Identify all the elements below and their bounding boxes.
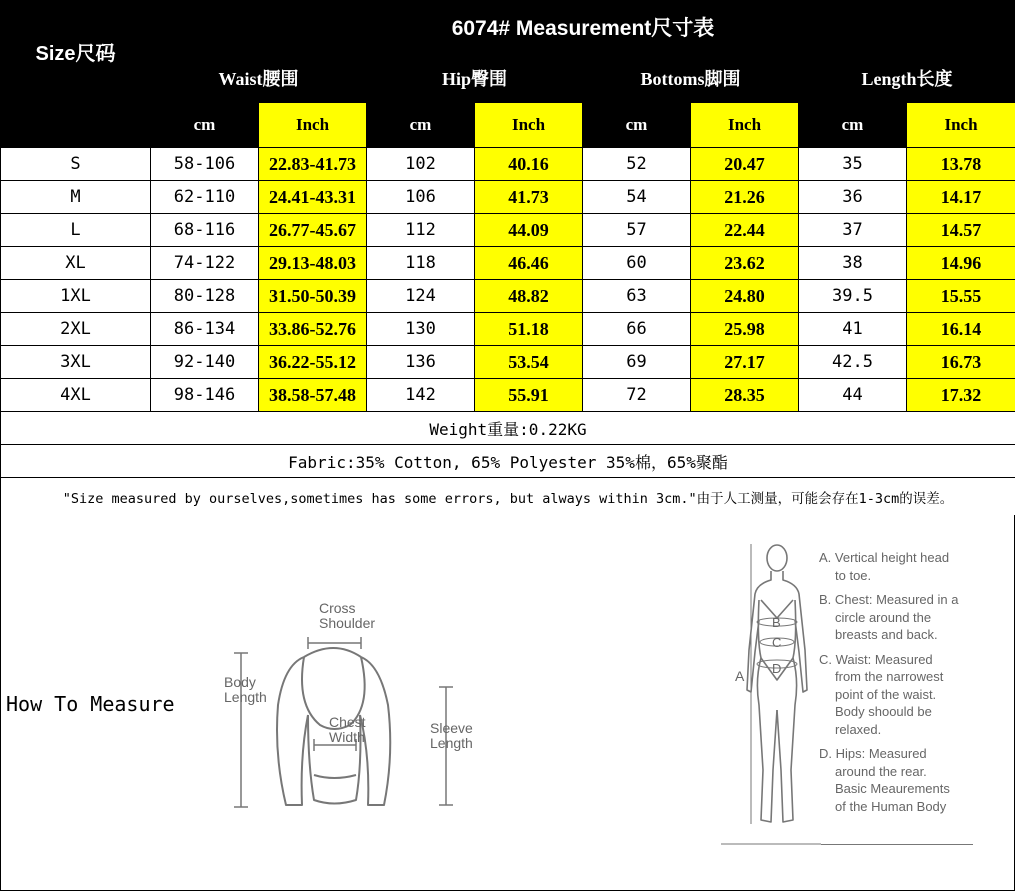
table-row xyxy=(1,247,1015,280)
inch-cell: 13.78 xyxy=(907,148,1015,181)
inch-cell: 16.14 xyxy=(907,313,1015,346)
table-row xyxy=(1,346,1015,379)
cm-cell: 106 xyxy=(367,181,475,214)
legend-item xyxy=(819,591,958,644)
unit-inch: Inch xyxy=(907,103,1015,148)
cm-cell: 98-146 xyxy=(151,379,259,412)
inch-cell: 24.80 xyxy=(691,280,799,313)
how-to-measure-section xyxy=(0,515,1015,891)
cm-cell: 112 xyxy=(367,214,475,247)
cm-cell: 130 xyxy=(367,313,475,346)
cross-shoulder-label-1: Cross xyxy=(319,600,356,616)
cm-cell: 63 xyxy=(583,280,691,313)
legend-line: point of the waist. xyxy=(835,686,937,702)
cm-cell: 92-140 xyxy=(151,346,259,379)
legend-item xyxy=(819,651,958,739)
inch-cell: 44.09 xyxy=(475,214,583,247)
body-letter-a: A xyxy=(735,668,745,684)
size-cell: 2XL xyxy=(1,313,151,346)
inch-cell: 26.77-45.67 xyxy=(259,214,367,247)
table-row xyxy=(1,181,1015,214)
unit-cm: cm xyxy=(367,103,475,148)
inch-cell: 14.96 xyxy=(907,247,1015,280)
legend-line: Basic Meaurements xyxy=(835,781,950,796)
cm-cell: 60 xyxy=(583,247,691,280)
body-diagram xyxy=(721,540,821,850)
inch-cell: 21.26 xyxy=(691,181,799,214)
table-row xyxy=(1,214,1015,247)
cm-cell: 58-106 xyxy=(151,148,259,181)
legend-line: Body shoould be xyxy=(835,704,932,719)
sleeve-length-label-2: Length xyxy=(430,735,473,751)
legend-label: C. Waist: Measured xyxy=(819,651,933,667)
unit-cm: cm xyxy=(583,103,691,148)
size-cell: M xyxy=(1,181,151,214)
size-cell: XL xyxy=(1,247,151,280)
cm-cell: 69 xyxy=(583,346,691,379)
cm-cell: 54 xyxy=(583,181,691,214)
cm-cell: 86-134 xyxy=(151,313,259,346)
size-header: Size尺码 xyxy=(1,1,151,103)
inch-cell: 20.47 xyxy=(691,148,799,181)
inch-cell: 29.13-48.03 xyxy=(259,247,367,280)
table-row xyxy=(1,280,1015,313)
cm-cell: 74-122 xyxy=(151,247,259,280)
weight-row: Weight重量:0.22KG xyxy=(1,412,1015,445)
legend-line: of the Human Body xyxy=(835,798,947,814)
legend-line: around the rear. xyxy=(835,763,927,779)
inch-cell: 53.54 xyxy=(475,346,583,379)
size-cell: 3XL xyxy=(1,346,151,379)
inch-cell: 38.58-57.48 xyxy=(259,379,367,412)
inch-cell: 51.18 xyxy=(475,313,583,346)
inch-cell: 15.55 xyxy=(907,280,1015,313)
inch-cell: 14.57 xyxy=(907,214,1015,247)
legend-line: breasts and back. xyxy=(835,627,938,642)
cm-cell: 124 xyxy=(367,280,475,313)
legend-line: circle around the xyxy=(835,609,932,625)
legend-line: relaxed. xyxy=(835,721,882,737)
inch-cell: 23.62 xyxy=(691,247,799,280)
body-length-label-1: Body xyxy=(224,674,256,690)
body-legend-underline xyxy=(821,844,973,845)
legend-label: A. Vertical height head xyxy=(819,550,950,565)
cm-cell: 80-128 xyxy=(151,280,259,313)
body-length-label-2: Length xyxy=(224,689,267,705)
cm-cell: 36 xyxy=(799,181,907,214)
sleeve-length-label-1: Sleeve xyxy=(430,720,473,736)
legend-line: from the narrowest xyxy=(835,669,944,684)
inch-cell: 48.82 xyxy=(475,280,583,313)
table-row xyxy=(1,379,1015,412)
cm-cell: 118 xyxy=(367,247,475,280)
measurement-note: "Size measured by ourselves,sometimes has some errors, but always within 3cm."由于人工测量，可能会存在1-3cm的误差。 xyxy=(1,478,1015,516)
inch-cell: 31.50-50.39 xyxy=(259,280,367,313)
size-cell: 4XL xyxy=(1,379,151,412)
size-cell: 1XL xyxy=(1,280,151,313)
cm-cell: 102 xyxy=(367,148,475,181)
body-letter-d: D xyxy=(772,661,782,676)
legend-item xyxy=(819,549,958,584)
legend-label: D. Hips: Measured xyxy=(819,746,927,761)
garment-diagram xyxy=(216,595,496,825)
legend-line: to toe. xyxy=(835,567,872,583)
cm-cell: 62-110 xyxy=(151,181,259,214)
inch-cell: 27.17 xyxy=(691,346,799,379)
inch-cell: 28.35 xyxy=(691,379,799,412)
how-to-measure-label: How To Measure xyxy=(6,692,175,716)
inch-cell: 55.91 xyxy=(475,379,583,412)
inch-cell: 14.17 xyxy=(907,181,1015,214)
cm-cell: 52 xyxy=(583,148,691,181)
cm-cell: 66 xyxy=(583,313,691,346)
group-length: Length长度 xyxy=(799,53,1015,103)
group-waist: Waist腰围 xyxy=(151,53,367,103)
cm-cell: 136 xyxy=(367,346,475,379)
legend-label: B. Chest: Measured in a xyxy=(819,592,959,607)
cm-cell: 41 xyxy=(799,313,907,346)
inch-cell: 22.44 xyxy=(691,214,799,247)
cm-cell: 37 xyxy=(799,214,907,247)
inch-cell: 17.32 xyxy=(907,379,1015,412)
inch-cell: 25.98 xyxy=(691,313,799,346)
inch-cell: 24.41-43.31 xyxy=(259,181,367,214)
unit-cm: cm xyxy=(151,103,259,148)
inch-cell: 46.46 xyxy=(475,247,583,280)
body-legend xyxy=(819,549,958,822)
cm-cell: 57 xyxy=(583,214,691,247)
cross-shoulder-label-2: Shoulder xyxy=(319,615,376,631)
inch-cell: 36.22-55.12 xyxy=(259,346,367,379)
table-row xyxy=(1,313,1015,346)
fabric-row: Fabric:35% Cotton, 65% Polyester 35%棉，65%聚酯 xyxy=(1,445,1015,478)
unit-inch: Inch xyxy=(259,103,367,148)
chest-width-label-1: Chest xyxy=(329,714,366,730)
cm-cell: 35 xyxy=(799,148,907,181)
inch-cell: 33.86-52.76 xyxy=(259,313,367,346)
unit-inch: Inch xyxy=(691,103,799,148)
body-letter-b: B xyxy=(772,615,781,630)
table-row xyxy=(1,148,1015,181)
cm-cell: 72 xyxy=(583,379,691,412)
body-letter-c: C xyxy=(772,635,782,650)
cm-cell: 42.5 xyxy=(799,346,907,379)
cm-cell: 68-116 xyxy=(151,214,259,247)
cm-cell: 142 xyxy=(367,379,475,412)
group-bottoms: Bottoms脚围 xyxy=(583,53,799,103)
size-rows xyxy=(1,148,1015,412)
inch-cell: 16.73 xyxy=(907,346,1015,379)
inch-cell: 40.16 xyxy=(475,148,583,181)
unit-cm: cm xyxy=(799,103,907,148)
inch-cell: 41.73 xyxy=(475,181,583,214)
size-cell: S xyxy=(1,148,151,181)
unit-inch: Inch xyxy=(475,103,583,148)
group-hip: Hip臀围 xyxy=(367,53,583,103)
cm-cell: 38 xyxy=(799,247,907,280)
inch-cell: 22.83-41.73 xyxy=(259,148,367,181)
legend-item xyxy=(819,745,958,815)
chest-width-label-2: Width xyxy=(329,729,365,745)
size-header-spacer xyxy=(1,103,151,148)
chart-title: 6074# Measurement尺寸表 xyxy=(151,1,1015,53)
cm-cell: 39.5 xyxy=(799,280,907,313)
size-cell: L xyxy=(1,214,151,247)
cm-cell: 44 xyxy=(799,379,907,412)
